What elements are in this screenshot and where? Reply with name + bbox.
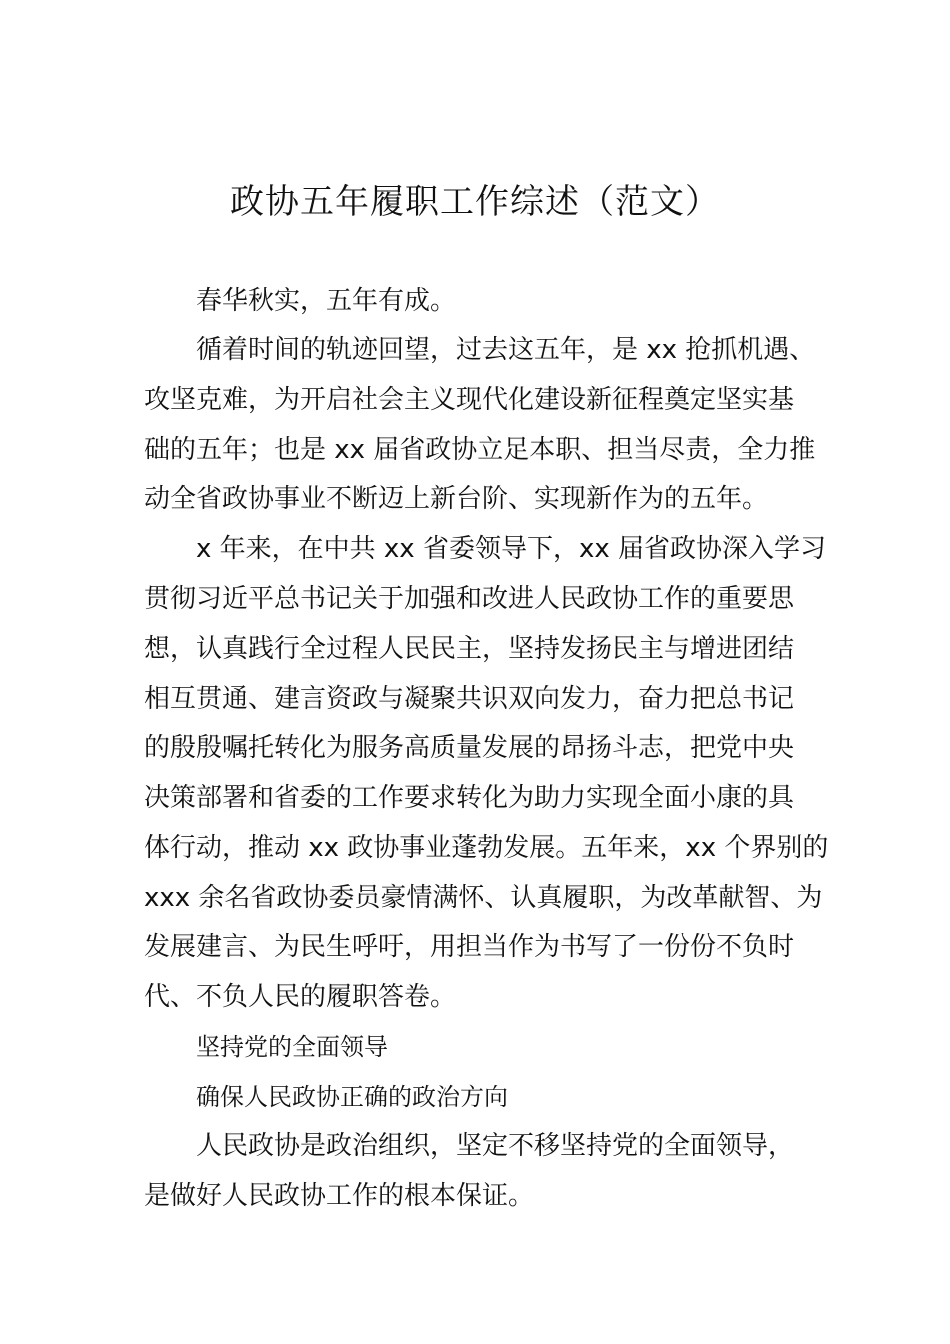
paragraph-line: 决策部署和省委的工作要求转化为助力实现全面小康的具 [144, 783, 795, 813]
paragraph-line: 人民政协是政治组织，坚定不移坚持党的全面领导， [196, 1131, 795, 1161]
paragraph-line: 发展建言、为民生呼吁，用担当作为书写了一份份不负时 [144, 932, 795, 962]
section-heading: 坚持党的全面领导 [196, 1033, 388, 1061]
paragraph-line: 贯彻习近平总书记关于加强和改进人民政协工作的重要思 [144, 584, 795, 614]
paragraph-line: xxx 余名省政协委员豪情满怀、认真履职，为改革献智、为 [144, 883, 823, 913]
paragraph-line: 攻坚克难，为开启社会主义现代化建设新征程奠定坚实基 [144, 385, 795, 415]
paragraph-line: 体行动，推动 xx 政协事业蓬勃发展。五年来，xx 个界别的 [144, 833, 829, 863]
paragraph-line: 代、不负人民的履职答卷。 [144, 982, 457, 1012]
paragraph-line: 相互贯通、建言资政与凝聚共识双向发力，奋力把总书记 [144, 684, 795, 714]
document-title: 政协五年履职工作综述（范文） [230, 182, 720, 222]
paragraph-line: 础的五年；也是 xx 届省政协立足本职、担当尽责，全力推 [144, 435, 816, 465]
section-subheading: 确保人民政协正确的政治方向 [196, 1083, 508, 1111]
paragraph-line: 想，认真践行全过程人民民主，坚持发扬民主与增进团结 [144, 634, 795, 664]
paragraph-line: 是做好人民政协工作的根本保证。 [144, 1181, 535, 1211]
paragraph-line: 的殷殷嘱托转化为服务高质量发展的昂扬斗志，把党中央 [144, 733, 795, 763]
paragraph-line: 动全省政协事业不断迈上新台阶、实现新作为的五年。 [144, 484, 769, 514]
paragraph-line: 春华秋实，五年有成。 [196, 286, 457, 316]
paragraph-line: x 年来，在中共 xx 省委领导下，xx 届省政协深入学习 [196, 534, 826, 564]
paragraph-line: 循着时间的轨迹回望，过去这五年，是 xx 抢抓机遇、 [196, 335, 816, 365]
